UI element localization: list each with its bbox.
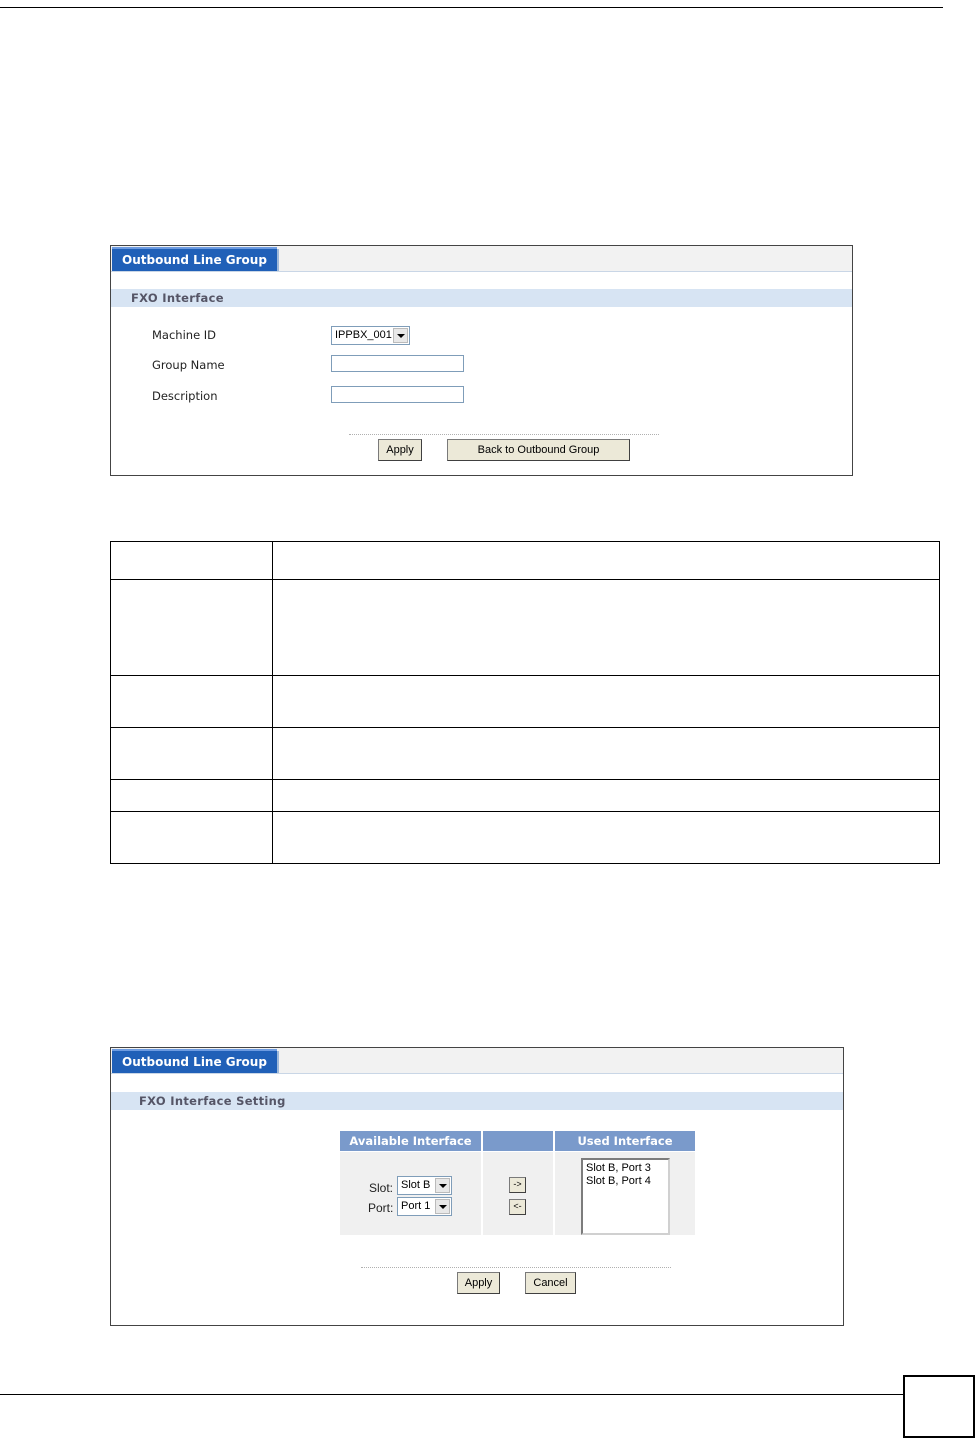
table-cell: [273, 780, 940, 812]
table-header-row: [111, 542, 940, 580]
table-cell: [273, 580, 940, 676]
list-item[interactable]: Slot B, Port 4: [586, 1175, 651, 1187]
move-buttons-cell: [483, 1152, 553, 1235]
table-row: [111, 728, 940, 780]
table-cell: [273, 728, 940, 780]
table-cell: [111, 580, 273, 676]
table-header-cell: [273, 542, 940, 580]
table-header-cell: [111, 542, 273, 580]
port-label: Port:: [368, 1201, 394, 1215]
machine-id-value: IPPBX_001: [335, 329, 392, 341]
table-cell: [111, 780, 273, 812]
chevron-down-icon: [393, 328, 408, 343]
table-cell: [111, 728, 273, 780]
section-header: FXO Interface Setting: [111, 1092, 843, 1110]
header-rule: [0, 7, 943, 8]
table-cell: [273, 812, 940, 864]
add-interface-button[interactable]: ->: [509, 1177, 526, 1193]
slot-label: Slot:: [369, 1181, 394, 1195]
tab-bar: [111, 1048, 843, 1074]
apply-button[interactable]: Apply: [378, 439, 422, 461]
section-header: FXO Interface: [111, 289, 852, 307]
middle-column-header: [483, 1131, 553, 1151]
description-label: Description: [152, 389, 218, 403]
description-input[interactable]: [331, 386, 464, 403]
group-name-label: Group Name: [152, 358, 225, 372]
tab-outbound-line-group[interactable]: Outbound Line Group: [112, 1049, 277, 1073]
fxo-interface-panel: [110, 245, 853, 476]
tab-bar: [111, 246, 852, 272]
table-cell: [111, 676, 273, 728]
back-to-outbound-group-button[interactable]: Back to Outbound Group: [447, 439, 630, 461]
chevron-down-icon: [435, 1178, 450, 1193]
chevron-down-icon: [435, 1199, 450, 1214]
used-interface-list[interactable]: [581, 1158, 670, 1235]
page-number-box: [903, 1375, 975, 1438]
group-name-input[interactable]: [331, 355, 464, 372]
remove-interface-button[interactable]: <-: [509, 1199, 526, 1215]
machine-id-select[interactable]: [331, 326, 410, 345]
field-description-table: [110, 541, 940, 864]
slot-select[interactable]: [397, 1176, 452, 1195]
tab-outbound-line-group[interactable]: Outbound Line Group: [112, 247, 277, 271]
apply-button[interactable]: Apply: [457, 1272, 500, 1294]
used-interface-header: Used Interface: [555, 1131, 695, 1151]
fxo-interface-setting-panel: [110, 1047, 844, 1326]
cancel-button[interactable]: Cancel: [525, 1272, 576, 1294]
port-value: Port 1: [401, 1200, 431, 1212]
slot-value: Slot B: [401, 1179, 431, 1191]
available-interface-header: Available Interface: [340, 1131, 481, 1151]
table-row: [111, 812, 940, 864]
table-row: [111, 780, 940, 812]
port-select[interactable]: [397, 1197, 452, 1216]
table-row: [111, 580, 940, 676]
footer-rule: [0, 1394, 903, 1395]
table-cell: [111, 812, 273, 864]
list-item[interactable]: Slot B, Port 3: [586, 1162, 651, 1174]
table-cell: [273, 676, 940, 728]
divider: [361, 1267, 671, 1268]
divider: [349, 434, 659, 435]
machine-id-label: Machine ID: [152, 328, 217, 342]
table-row: [111, 676, 940, 728]
